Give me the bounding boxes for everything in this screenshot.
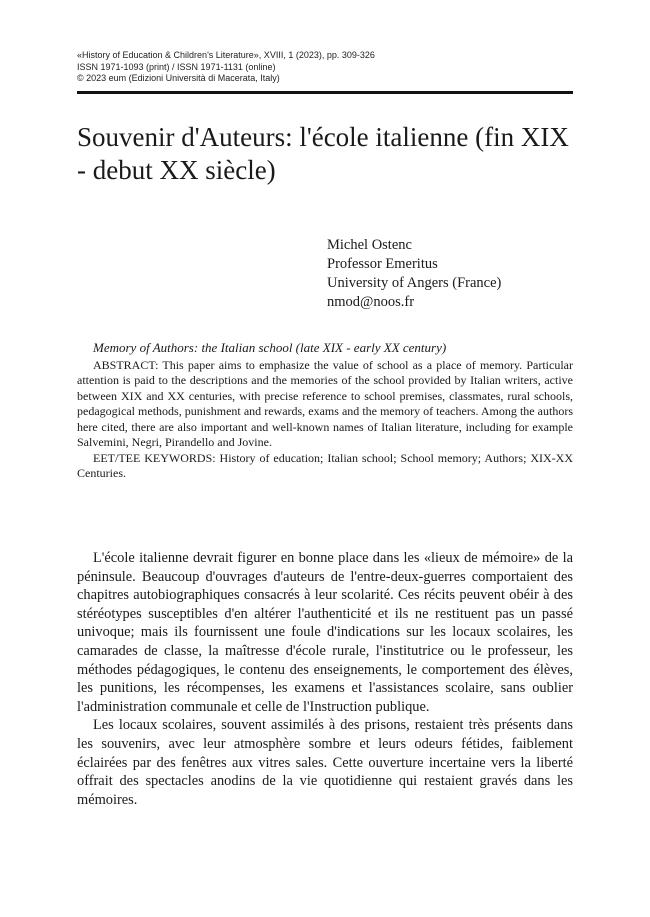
author-block <box>327 236 577 312</box>
paper-title: Souvenir d'Auteurs: l'école italienne (fin XIX - debut XX siècle) <box>77 122 569 185</box>
abstract-english-title: Memory of Authors: the Italian school (late XIX - early XX century) <box>93 340 447 355</box>
issn-line: ISSN 1971-1093 (print) / ISSN 1971-1131 (online) <box>77 61 276 72</box>
abstract-block <box>77 340 573 482</box>
body-paragraph-1: L'école italienne devrait figurer en bonne place dans les «lieux de mémoire» de la péninsule. Beaucoup d'ouvrages d'auteurs de l'entre-deux-guerres comportaient des chapitres autobiographiques consacrés à leur scolarité. Ces récits peuvent obéir à des stéréotypes susceptibles d'en altérer l'authenticité et ils ne restituent pas un passé univoque; mais ils fournissent une foule d'indications sur les locaux scolaires, les camarades de classe, la maîtresse d'école rurale, l'institutrice ou le professeur, les méthodes pédagogiques, le contenu des enseignements, le comportement des élèves, les punitions, les récompenses, les examens et l'assistances scolaire, sans oublier l'administration communale et celle de l'Instruction publique. <box>77 550 573 715</box>
author-affiliation: University of Angers (France) <box>327 275 502 291</box>
copyright-line: © 2023 eum (Edizioni Università di Macerata, Italy) <box>77 73 280 83</box>
abstract-text: ABSTRACT: This paper aims to emphasize the value of school as a place of memory. Particular attention is paid to the descriptions and the memories of the school provided by Italian writers, active between XIX and XX centuries, with precise reference to school premises, classmates, rural schools, pedagogical methods, punishment and rewards, exams and the memory of teachers. Among the authors here cited, there are also important and well-known names of Italian literature, including for example Salvemini, Negri, Pirandello and Jovine. <box>77 357 573 449</box>
citation-line: «History of Education & Children's Literature», XVIII, 1 (2023), pp. 309-326 <box>77 50 375 60</box>
journal-header <box>77 50 577 85</box>
author-role: Professor Emeritus <box>327 256 438 272</box>
header-rule <box>77 91 573 94</box>
body-text <box>77 549 573 809</box>
author-email: nmod@noos.fr <box>327 294 415 310</box>
body-paragraph-2: Les locaux scolaires, souvent assimilés à des prisons, restaient très présents dans les souvenirs, avec leur atmosphère sombre et leurs odeurs fétides, faiblement éclairées par des fenêtres aux vitres sales. Cette ouverture incertaine vers la liberté offrait des spectacles anodins de la vie quotidienne qui restaient gravés dans les mémoires. <box>77 717 573 808</box>
author-name: Michel Ostenc <box>327 237 412 253</box>
abstract-keywords: EET/TEE KEYWORDS: History of education; Italian school; School memory; Authors; XIX-XX Centuries. <box>77 450 573 480</box>
